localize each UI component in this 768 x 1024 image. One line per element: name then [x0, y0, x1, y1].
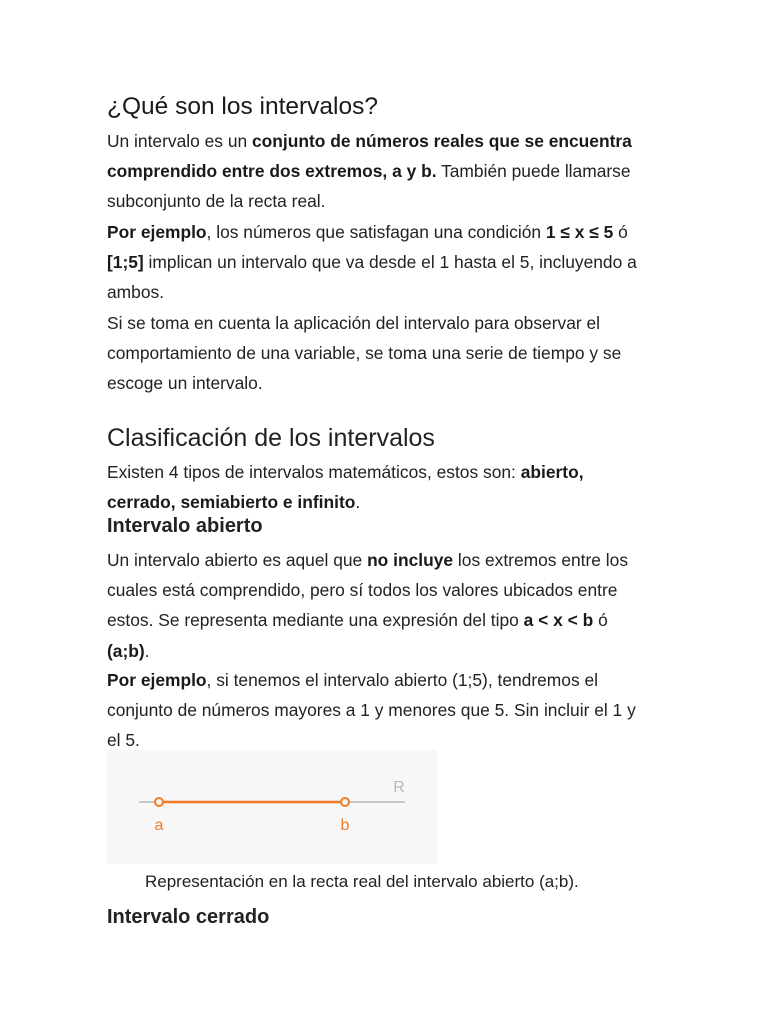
open-endpoint-a — [155, 798, 163, 806]
paragraph-definicion: Un intervalo es un conjunto de números reales que se encuentra comprendido entre dos extremos, a y b. También puede llamarse subconjunto de la recta real. — [107, 131, 632, 212]
paragraph-ejemplo-abierto: Por ejemplo, si tenemos el intervalo abierto (1;5), tendremos el conjunto de números mayores a 1 y menores que 5. Sin incluir el 1 y el 5. — [107, 670, 636, 751]
number-line-figure — [107, 750, 437, 864]
label-r: R — [393, 779, 405, 796]
paragraph-tipos: Existen 4 tipos de intervalos matemáticos, estos son: abierto, cerrado, semiabierto e infinito. — [107, 462, 584, 513]
label-a: a — [154, 817, 164, 834]
figure-caption: Representación en la recta real del intervalo abierto (a;b). — [145, 872, 579, 891]
paragraph-intervalo-abierto: Un intervalo abierto es aquel que no incluye los extremos entre los cuales está comprendido, pero sí todos los valores ubicados entre estos. Se representa mediante una expresión del tipo a < x < b ó (a;b). — [107, 550, 629, 661]
paragraph-aplicacion: Si se toma en cuenta la aplicación del intervalo para observar el comportamiento de una variable, se toma una serie de tiempo y se escoge un intervalo. — [107, 313, 622, 394]
label-b: b — [340, 817, 350, 834]
heading-intervalo-abierto: Intervalo abierto — [107, 515, 263, 537]
open-endpoint-b — [341, 798, 349, 806]
heading-clasificacion: Clasificación de los intervalos — [107, 424, 435, 452]
number-line-diagram — [107, 750, 437, 864]
heading-que-son-intervalos: ¿Qué son los intervalos? — [107, 93, 378, 120]
heading-intervalo-cerrado: Intervalo cerrado — [107, 906, 270, 928]
paragraph-ejemplo: Por ejemplo, los números que satisfagan una condición 1 ≤ x ≤ 5 ó [1;5] implican un intervalo que va desde el 1 hasta el 5, incluyendo a ambos. — [107, 222, 637, 303]
